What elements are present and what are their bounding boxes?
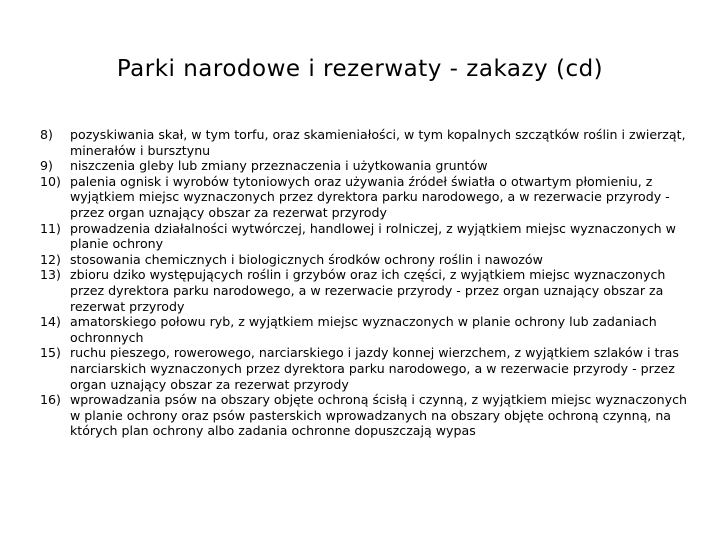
item-number: 16) [40,392,61,408]
item-text: wprowadzania psów na obszary objęte ochroną ścisłą i czynną, z wyjątkiem miejsc wyznaczonych w planie ochrony oraz psów pasterskich wprowadzanych na obszary objęte ochroną czynną, na których plan ochrony albo zadania ochronne dopuszczają wypas [70,392,687,439]
item-number: 14) [40,314,61,330]
list-item [40,221,700,252]
list-item [40,345,700,392]
item-text: niszczenia gleby lub zmiany przeznaczenia i użytkowania gruntów [70,158,488,174]
item-text: ruchu pieszego, rowerowego, narciarskiego i jazdy konnej wierzchem, z wyjątkiem szlaków i tras narciarskich wyznaczonych przez dyrektora parku narodowego, a w rezerwacie przyrody - przez organ uznający obszar za rezerwat przyrody [70,345,679,392]
list-item [40,314,700,345]
item-number: 11) [40,220,61,236]
item-text: zbioru dziko występujących roślin i grzybów oraz ich części, z wyjątkiem miejsc wyznaczonych przez dyrektora parku narodowego, a w rezerwacie przyrody - przez organ uznający obszar za rezerwat przyrody [70,267,666,314]
item-number: 8) [40,127,53,142]
list-item [40,267,700,314]
item-number: 13) [40,267,61,283]
slide-title: Parki narodowe i rezerwaty - zakazy (cd) [116,56,604,82]
item-text: stosowania chemicznych i biologicznych środków ochrony roślin i nawozów [70,251,543,267]
item-text: amatorskiego połowu ryb, z wyjątkiem miejsc wyznaczonych w planie ochrony lub zadaniach ochronnych [70,314,657,345]
item-text: pozyskiwania skał, w tym torfu, oraz skamieniałości, w tym kopalnych szczątków roślin i zwierząt, minerałów i bursztynu [70,127,686,158]
item-number: 12) [40,251,61,267]
item-number: 15) [40,345,61,361]
prohibitions-list [40,127,700,439]
item-number: 9) [40,158,53,174]
list-item [40,158,700,174]
list-item [40,252,700,268]
item-text: palenia ognisk i wyrobów tytoniowych oraz używania źródeł światła o otwartym płomieniu, z wyjątkiem miejsc wyznaczonych przez dyrektora parku narodowego, a w rezerwacie przyrody - przez organ uznający obszar za rezerwat przyrody [70,173,670,220]
list-item [40,392,700,439]
item-text: prowadzenia działalności wytwórczej, handlowej i rolniczej, z wyjątkiem miejsc wyznaczonych w planie ochrony [70,220,676,252]
list-item [40,127,700,158]
item-number: 10) [40,173,61,189]
list-item [40,174,700,221]
